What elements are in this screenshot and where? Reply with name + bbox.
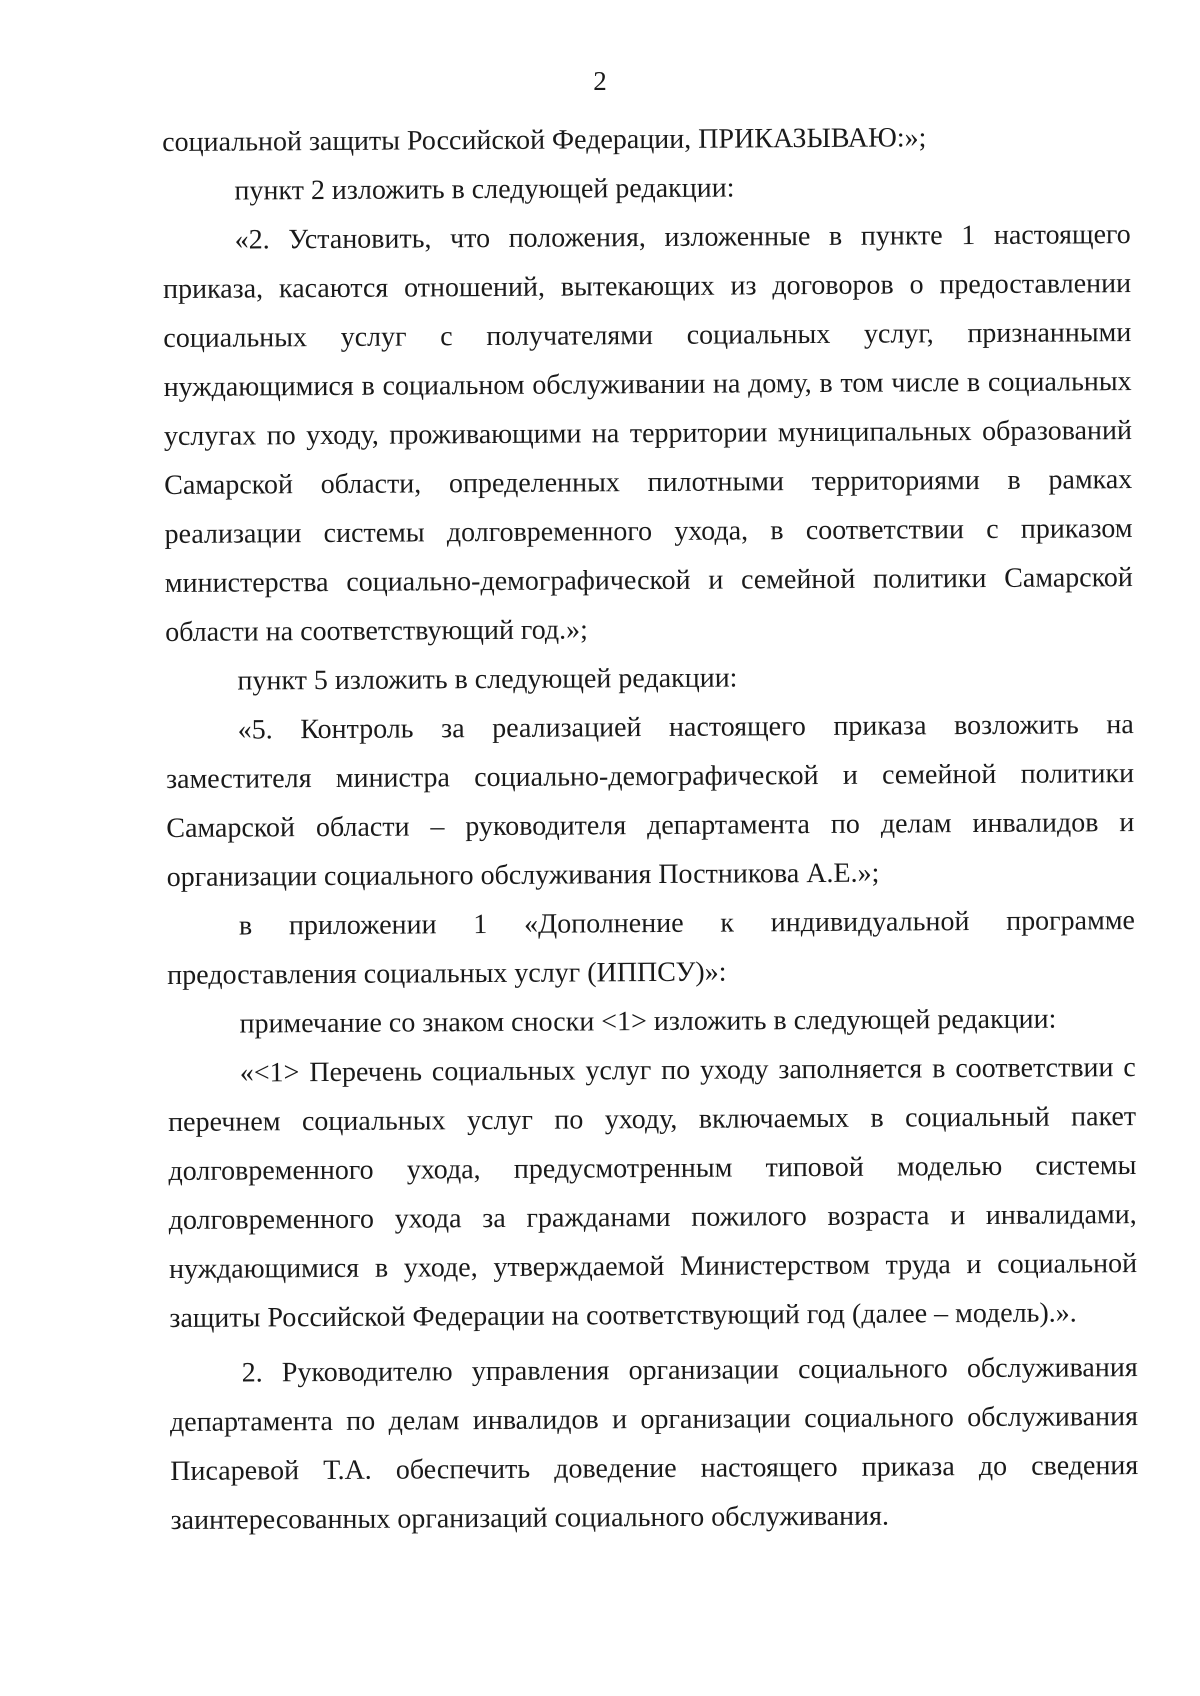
page-number: 2 bbox=[593, 66, 607, 96]
paragraph-item-2-text: «2. Установить, что положения, изложенные в пункте 1 настоящего приказа, касаются отношений, вытекающих из договоров о предоставлении социальных услуг с получателями социальных услуг, признанными нуждающимися в социальном обслуживании на дому, в том числе в социальных услугах по уходу, проживающими на территории муниципальных образований Самарской области, определенных пилотными территориями в рамках реализации системы долговременного ухода, в соответствии с приказом министерства социально-демографической и семейной политики Самарской области на соответствующий год.»; bbox=[162, 219, 1133, 648]
paragraph-amend-item-2: пункт 2 изложить в следующей редакции: bbox=[234, 172, 735, 207]
paragraph-footnote-note: примечание со знаком сноски <1> изложить в следующей редакции: bbox=[239, 1003, 1057, 1040]
paragraph-footnote-text: «<1> Перечень социальных услуг по уходу заполняется в соответствии с перечнем социальных услуг по уходу, включаемых в социальный пакет долговременного ухода, предусмотренным типовой моделью системы долговременного ухода за гражданами пожилого возраста и инвалидами, нуждающимися в уходе, утверждаемой Министерством труда и социальной защиты Российской Федерации на соответствующий год (далее – модель).». bbox=[168, 1052, 1138, 1334]
paragraph-order-item-2: 2. Руководителю управления организации социального обслуживания департамента по делам инвалидов и организации социального обслуживания Писаревой Т.А. обеспечить доведение настоящего приказа до сведения заинтересованных организаций социального обслуживания. bbox=[169, 1352, 1139, 1536]
paragraph-appendix-1: в приложении 1 «Дополнение к индивидуальной программе предоставления социальных услуг (ИППСУ)»: bbox=[167, 905, 1136, 991]
paragraph-item-5-text: «5. Контроль за реализацией настоящего приказа возложить на заместителя министра социально-демографической и семейной политики Самарской области – руководителя департамента по делам инвалидов и организации социального обслуживания Постникова А.Е.»; bbox=[165, 709, 1135, 893]
paragraph-preamble-end: социальной защиты Российской Федерации, ПРИКАЗЫВАЮ:»; bbox=[162, 122, 927, 158]
paragraph-amend-item-5: пункт 5 изложить в следующей редакции: bbox=[237, 662, 738, 697]
document-body bbox=[162, 112, 1139, 1545]
